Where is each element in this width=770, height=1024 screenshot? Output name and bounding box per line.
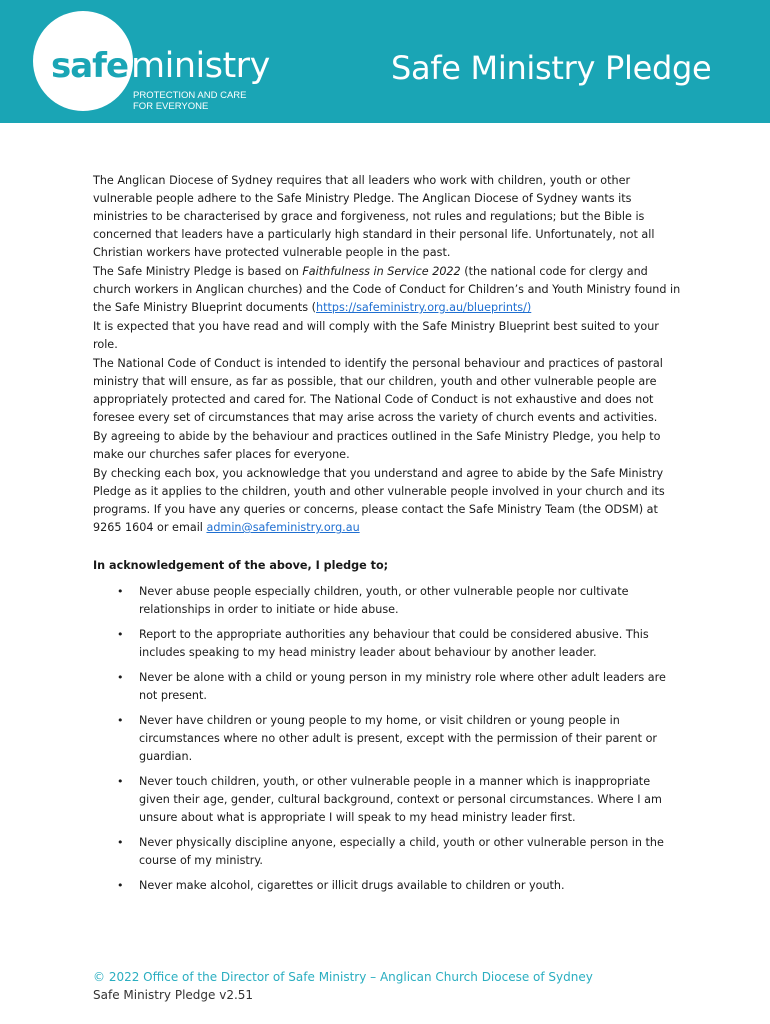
pledge-item-text: Never touch children, youth, or other vulnerable people in a manner which is inappropriate given their age, gender, cultural background, context or personal circumstances. Where I am unsure about what is appropriate I will speak to my head ministry leader first. (139, 775, 662, 824)
pledge-item (93, 626, 683, 662)
intro-paragraph-4: The National Code of Conduct is intended to identify the personal behaviour and practices of pastoral ministry that will ensure, as far as possible, that our children, youth and other vulnerable people are appropriately protected and cared for. The National Code of Conduct is not exhaustive and does not foresee every set of circumstances that may arise across the variety of church events and activities. (93, 357, 663, 424)
intro-paragraph-1: The Anglican Diocese of Sydney requires that all leaders who work with children, youth or other vulnerable people adhere to the Safe Ministry Pledge. The Anglican Diocese of Sydney wants its ministries to be characterised by grace and forgiveness, not rules and regulations; but the Bible is concerned that leaders have a particularly high standard in their personal life. Unfortunately, not all Christian workers have protected vulnerable people in the past. (93, 174, 655, 259)
p6-text: By checking each box, you acknowledge that you understand and agree to abide by the Safe Ministry Pledge as it applies to the children, youth and other vulnerable people involved in your church and its programs. If you have any queries or concerns, please contact the Safe Ministry Team (the ODSM) at 9265 1604 or email (93, 467, 665, 534)
bullet-icon: • (117, 714, 124, 727)
header-banner (0, 0, 770, 123)
bullet-icon: • (117, 836, 124, 849)
footer-copyright: © 2022 Office of the Director of Safe Ministry – Anglican Church Diocese of Sydney (93, 970, 593, 984)
logo-safe-text: safe (51, 46, 129, 86)
intro-paragraph-3: It is expected that you have read and will comply with the Safe Ministry Blueprint best suited to your role. (93, 320, 659, 351)
bullet-icon: • (117, 671, 124, 684)
pledge-item (93, 834, 683, 870)
blueprints-link[interactable]: https://safeministry.org.au/blueprints/) (316, 301, 532, 314)
pledge-item (93, 669, 683, 705)
pledge-item-text: Never have children or young people to my home, or visit children or young people in circumstances where no other adult is present, except with the permission of their parent or guardian. (139, 714, 658, 763)
page-footer (93, 968, 593, 1004)
bullet-icon: • (117, 628, 124, 641)
email-link[interactable]: admin@safeministry.org.au (206, 521, 360, 534)
pledge-item-text: Never abuse people especially children, youth, or other vulnerable people nor cultivate relationships in order to initiate or hide abuse. (139, 585, 629, 616)
intro-paragraph-5: By agreeing to abide by the behaviour and practices outlined in the Safe Ministry Pledge, you help to make our churches safer places for everyone. (93, 430, 661, 461)
pledge-item-text: Never physically discipline anyone, especially a child, youth or other vulnerable person in the course of my ministry. (139, 836, 664, 867)
page-title: Safe Ministry Pledge (391, 49, 712, 87)
pledge-list (93, 583, 683, 895)
p2-text-a: The Safe Ministry Pledge is based on (93, 265, 303, 278)
pledge-item-text: Never make alcohol, cigarettes or illicit drugs available to children or youth. (139, 879, 565, 892)
pledge-item (93, 583, 683, 619)
pledge-item (93, 877, 683, 895)
pledge-item (93, 712, 683, 766)
intro-paragraph-6 (93, 465, 683, 537)
logo-tagline-line-2: FOR EVERYONE (133, 101, 209, 112)
pledge-heading: In acknowledgement of the above, I pledge to; (93, 559, 389, 572)
logo-tagline-line-1: PROTECTION AND CARE (133, 90, 247, 101)
pledge-item (93, 773, 683, 827)
p2-text-b: (the national code for clergy and church workers in Anglican churches) and the Code of Conduct for Children’s and Youth Ministry found in the Safe Ministry Blueprint documents ( (93, 265, 681, 314)
logo-ministry-text: ministry (131, 46, 270, 86)
intro-paragraph-2 (93, 263, 683, 317)
footer-version: Safe Ministry Pledge v2.51 (93, 988, 254, 1002)
document-body (93, 172, 683, 902)
pledge-item-text: Never be alone with a child or young person in my ministry role where other adult leaders are not present. (139, 671, 666, 702)
code-title: Faithfulness in Service 2022 (302, 265, 461, 278)
bullet-icon: • (117, 585, 124, 598)
pledge-item-text: Report to the appropriate authorities any behaviour that could be considered abusive. This includes speaking to my head ministry leader about behaviour by another leader. (139, 628, 649, 659)
bullet-icon: • (117, 775, 124, 788)
logo-tagline (133, 90, 247, 112)
bullet-icon: • (117, 879, 124, 892)
